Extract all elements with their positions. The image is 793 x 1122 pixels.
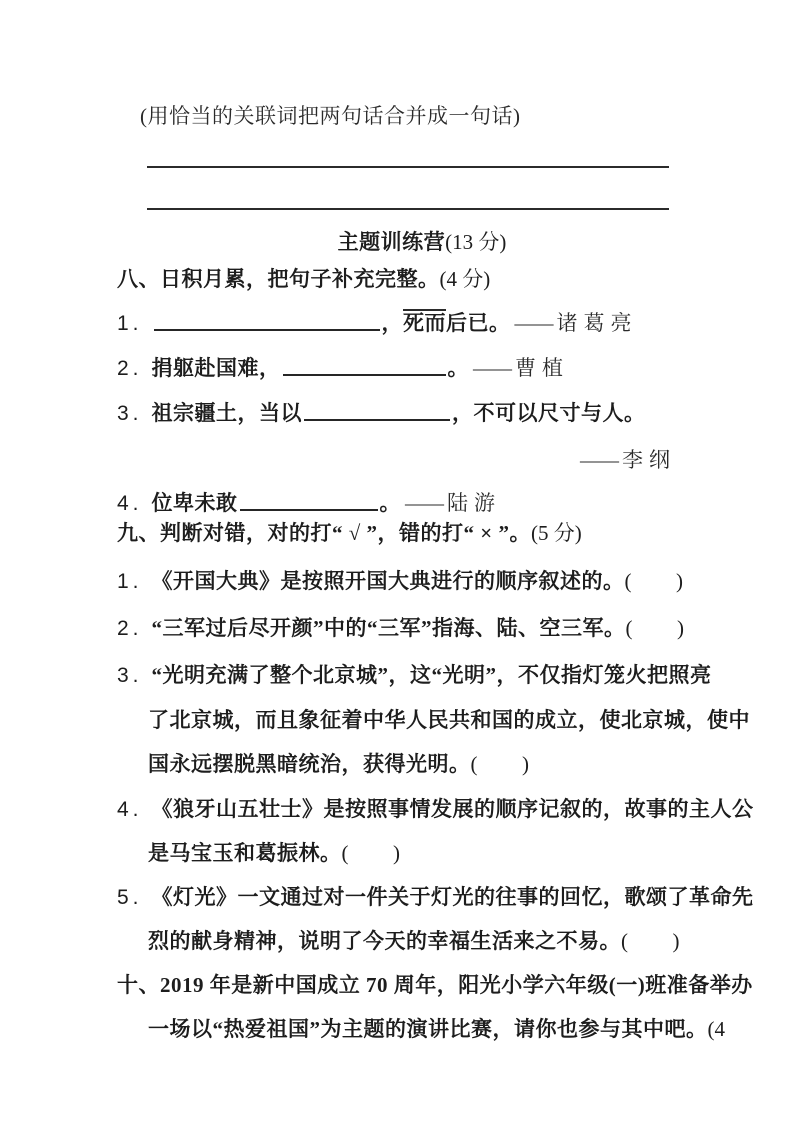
item-text: 《开国大典》是按照开国大典进行的顺序叙述的。 <box>151 569 625 593</box>
item-text: 烈的献身精神，说明了今天的幸福生活来之不易。 <box>148 929 621 953</box>
answer-parens-slot[interactable] <box>626 616 685 640</box>
item-number: 2. <box>117 357 143 380</box>
theme-heading <box>143 229 701 256</box>
judge-item-4 <box>117 796 754 823</box>
fill-item-4 <box>117 488 501 517</box>
item-text: 后已。 <box>446 311 511 335</box>
item-text: 了北京城，而且象征着中华人民共和国的成立，使北京城，使中 <box>148 708 750 732</box>
section-eight-title-text: 八、日积月累，把句子补充完整。 <box>117 267 440 291</box>
paren-open: ( <box>625 616 634 640</box>
item-number: 1. <box>117 570 143 593</box>
paren-close: ) <box>393 841 401 865</box>
section-ten-number: 十、 <box>117 973 160 997</box>
judge-item-3-line2 <box>148 707 750 734</box>
item-text: 2019 年是新中国成立 70 周年，阳光小学六年级(一)班准备举办 <box>160 973 753 997</box>
item-number: 5. <box>117 886 143 909</box>
judge-item-5-line2 <box>148 928 680 955</box>
section-eight-title <box>117 266 490 293</box>
fill-item-3 <box>117 398 646 427</box>
item-number: 1. <box>117 312 143 335</box>
item-number: 2. <box>117 617 143 640</box>
answer-parens-slot[interactable] <box>625 569 684 593</box>
section-nine-title-text: 九、判断对错，对的打“ √ ”，错的打“ × ”。 <box>117 521 531 545</box>
item-number: 3. <box>117 664 143 687</box>
paren-close: ) <box>677 616 685 640</box>
section-eight-score: (4 分) <box>439 267 491 291</box>
em-dash: —— <box>514 311 551 335</box>
answer-blank[interactable] <box>283 353 446 376</box>
item-text: 国永远摆脱黑暗统治，获得光明。 <box>148 752 471 776</box>
item-text: 。 <box>447 356 470 380</box>
paren-close: ) <box>522 752 530 776</box>
answer-parens-slot[interactable] <box>621 929 680 953</box>
theme-heading-score: (13 分) <box>445 230 507 254</box>
item-text: 《狼牙山五壮士》是按照事情发展的顺序记叙的，故事的主人公 <box>151 797 754 821</box>
paren-close: ) <box>672 929 680 953</box>
answer-parens-slot[interactable] <box>471 752 530 776</box>
item-text: ，不可以尺寸与人。 <box>452 401 646 425</box>
section-ten-line2 <box>148 1016 725 1043</box>
item-number: 4. <box>117 798 143 821</box>
section-nine-score: (5 分) <box>531 521 582 545</box>
section-ten-line1 <box>117 972 753 999</box>
judge-item-1 <box>117 568 684 595</box>
quote-author: 陆游 <box>447 491 502 515</box>
judge-item-2 <box>117 615 685 642</box>
item-text: 一场以“热爱祖国”为主题的演讲比赛，请你也参与其中吧。 <box>148 1017 708 1041</box>
em-dash: —— <box>473 356 510 380</box>
fill-item-2 <box>117 353 569 382</box>
item-number: 3. <box>117 402 143 425</box>
quote-author: 李纲 <box>622 448 676 472</box>
item-text: 是马宝玉和葛振林。 <box>148 841 342 865</box>
theme-heading-text: 主题训练营 <box>337 230 446 254</box>
item-text: ， <box>381 311 404 335</box>
item-text: 《灯光》一文通过对一件关于灯光的往事的回忆，歌颂了革命先 <box>151 885 754 909</box>
answer-blank[interactable] <box>240 488 378 511</box>
judge-item-5 <box>117 884 754 911</box>
fill-item-1 <box>117 308 638 337</box>
em-dash: —— <box>580 448 616 472</box>
em-dash: —— <box>405 491 442 515</box>
paren-open: ( <box>621 929 629 953</box>
paren-open: ( <box>470 752 478 776</box>
item-text: 祖宗疆土，当以 <box>151 401 303 425</box>
answer-blank[interactable] <box>154 308 380 331</box>
section-nine-title <box>117 520 582 547</box>
paren-open: ( <box>624 569 633 593</box>
paren-open: ( <box>341 841 349 865</box>
item-text: “光明充满了整个北京城”，这“光明”，不仅指灯笼火把照亮 <box>151 663 712 687</box>
section-ten-score-partial: (4 <box>707 1017 725 1041</box>
quote-author: 曹植 <box>515 356 570 380</box>
judge-item-4-line2 <box>148 840 401 867</box>
judge-item-3-line3 <box>148 751 530 778</box>
judge-item-3 <box>117 662 712 689</box>
item-text: 。 <box>379 491 402 515</box>
item-text-overlined: 死而 <box>403 311 447 335</box>
item-text: 捐躯赴国难， <box>151 356 281 380</box>
answer-line[interactable] <box>147 208 669 210</box>
fill-item-3-attribution <box>117 447 676 474</box>
instruction-note: (用恰当的关联词把两句话合并成一句话) <box>140 104 521 128</box>
paren-close: ) <box>676 569 684 593</box>
answer-line[interactable] <box>147 166 669 168</box>
item-text: 位卑未敢 <box>151 491 238 515</box>
answer-blank[interactable] <box>304 398 450 421</box>
answer-parens-slot[interactable] <box>342 841 401 865</box>
item-number: 4. <box>117 492 143 515</box>
quote-author: 诸葛亮 <box>556 311 638 335</box>
item-text: “三军过后尽开颜”中的“三军”指海、陆、空三军。 <box>151 616 626 640</box>
